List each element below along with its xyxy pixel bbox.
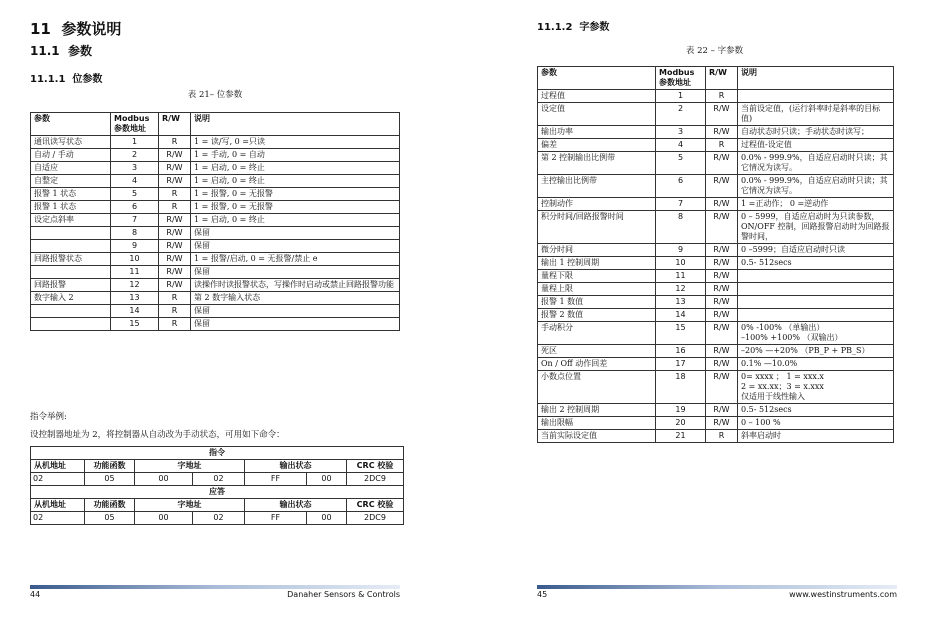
rw-cell: R/W <box>706 345 738 358</box>
rw-cell: R <box>706 139 738 152</box>
table-row <box>31 266 400 279</box>
bit-parameter-table <box>30 112 400 331</box>
description-cell: 自动状态时只读；手动状态时读写； <box>738 126 894 139</box>
section-title: 参数 <box>67 44 92 58</box>
param-name-cell: 偏差 <box>538 139 656 152</box>
command-header-row <box>31 460 404 473</box>
rw-cell: R <box>159 292 191 305</box>
table-row <box>538 270 894 283</box>
right-page <box>467 0 933 617</box>
param-name-cell: 死区 <box>538 345 656 358</box>
param-name-cell: 报警 1 状态 <box>31 188 111 201</box>
description-cell: 保留 <box>191 266 400 279</box>
table-row <box>538 404 894 417</box>
command-value-cell: 2DC9 <box>347 512 404 525</box>
description-cell: 0.5- 512secs <box>738 404 894 417</box>
table-body <box>538 90 894 443</box>
modbus-address-cell: 1 <box>111 136 159 149</box>
table-row <box>31 149 400 162</box>
rw-cell: R/W <box>706 309 738 322</box>
table-caption: 表 22 – 字参数 <box>685 46 744 56</box>
subsection-heading <box>30 70 102 85</box>
command-column-header: 从机地址 <box>31 460 85 473</box>
param-name-cell: 自适应 <box>31 162 111 175</box>
description-cell: 1 = 启动, 0 = 终止 <box>191 214 400 227</box>
param-name-cell: 回路报警状态 <box>31 253 111 266</box>
param-name-cell <box>31 240 111 253</box>
table-row <box>538 211 894 244</box>
header-row <box>538 67 894 90</box>
rw-cell: R/W <box>159 266 191 279</box>
table-row <box>538 283 894 296</box>
footer-rule <box>537 585 897 589</box>
rw-cell: R/W <box>706 283 738 296</box>
table-row <box>538 139 894 152</box>
description-cell: 保留 <box>191 240 400 253</box>
table-caption: 表 21– 位参数 <box>187 90 243 100</box>
param-name-cell: 手动积分 <box>538 322 656 345</box>
table-row <box>31 240 400 253</box>
table-row <box>31 292 400 305</box>
rw-cell: R <box>159 318 191 331</box>
command-value-cell: 00 <box>135 512 193 525</box>
table-row <box>538 152 894 175</box>
column-header: R/W <box>706 67 738 90</box>
modbus-address-cell: 11 <box>111 266 159 279</box>
rw-cell: R/W <box>159 149 191 162</box>
modbus-address-cell: 5 <box>656 152 706 175</box>
modbus-address-cell: 19 <box>656 404 706 417</box>
rw-cell: R/W <box>706 257 738 270</box>
table-row <box>538 322 894 345</box>
param-name-cell: 第 2 控制输出比例带 <box>538 152 656 175</box>
command-value-row <box>31 473 404 486</box>
chapter-number: 11 <box>30 20 51 38</box>
subsection-title: 字参数 <box>579 22 610 33</box>
modbus-address-cell: 15 <box>111 318 159 331</box>
param-name-cell: 控制动作 <box>538 198 656 211</box>
command-table <box>30 446 404 525</box>
modbus-address-cell: 12 <box>656 283 706 296</box>
modbus-address-cell: 2 <box>111 149 159 162</box>
modbus-address-cell: 3 <box>656 126 706 139</box>
modbus-address-cell: 17 <box>656 358 706 371</box>
param-name-cell: 量程下限 <box>538 270 656 283</box>
left-page <box>0 0 466 617</box>
command-value-cell: FF <box>245 473 307 486</box>
section-number: 11.1 <box>30 44 60 58</box>
param-name-cell: 自整定 <box>31 175 111 188</box>
command-value-cell: 00 <box>135 473 193 486</box>
description-cell: 1 = 读/写, 0 =只读 <box>191 136 400 149</box>
command-title: 指令 <box>31 447 404 460</box>
param-name-cell: 通讯读写状态 <box>31 136 111 149</box>
rw-cell: R/W <box>159 253 191 266</box>
param-name-cell: 输出 1 控制周期 <box>538 257 656 270</box>
rw-cell: R/W <box>706 270 738 283</box>
command-column-header: 输出状态 <box>245 460 347 473</box>
param-name-cell <box>31 305 111 318</box>
description-cell: 1 = 启动, 0 = 终止 <box>191 175 400 188</box>
description-cell: 1 =正动作； 0 =逆动作 <box>738 198 894 211</box>
column-header: Modbus 参数地址 <box>656 67 706 90</box>
table-row <box>31 253 400 266</box>
column-header: R/W <box>159 113 191 136</box>
param-name-cell: 输出功率 <box>538 126 656 139</box>
rw-cell: R/W <box>706 198 738 211</box>
table-row <box>31 227 400 240</box>
modbus-address-cell: 6 <box>111 201 159 214</box>
description-cell: 1 = 报警/启动, 0 = 无报警/禁止 e <box>191 253 400 266</box>
param-name-cell: 设定点斜率 <box>31 214 111 227</box>
table-header <box>538 67 894 90</box>
table-row <box>538 126 894 139</box>
modbus-address-cell: 1 <box>656 90 706 103</box>
command-value-cell: 05 <box>85 473 135 486</box>
description-cell: 1 = 手动, 0 = 自动 <box>191 149 400 162</box>
page-number: 44 <box>30 590 41 599</box>
table-row <box>538 90 894 103</box>
command-column-header: CRC 校验 <box>347 460 404 473</box>
modbus-address-cell: 8 <box>656 211 706 244</box>
table-row <box>538 257 894 270</box>
description-cell: 当前设定值，(运行斜率时是斜率的目标值) <box>738 103 894 126</box>
table-header <box>31 113 400 136</box>
description-cell: 0.0% - 999.9%，自适应启动时只读；其它情况为读写。 <box>738 152 894 175</box>
command-value-cell: 02 <box>193 512 245 525</box>
description-cell: 保留 <box>191 305 400 318</box>
description-cell: 斜率启动时 <box>738 430 894 443</box>
param-name-cell: 主控输出比例带 <box>538 175 656 198</box>
rw-cell: R/W <box>706 296 738 309</box>
header-row <box>31 113 400 136</box>
table-row <box>538 175 894 198</box>
modbus-address-cell: 13 <box>111 292 159 305</box>
modbus-address-cell: 15 <box>656 322 706 345</box>
table-row <box>538 358 894 371</box>
description-cell <box>738 309 894 322</box>
table-row <box>31 305 400 318</box>
section-heading <box>30 42 92 59</box>
table-body <box>31 136 400 331</box>
description-cell: 0% -100% （单输出） –100% +100% （双输出） <box>738 322 894 345</box>
description-cell: 过程值-设定值 <box>738 139 894 152</box>
modbus-address-cell: 21 <box>656 430 706 443</box>
command-value-cell: 02 <box>31 473 85 486</box>
table-row <box>31 214 400 227</box>
response-title: 应答 <box>31 486 404 499</box>
subsection-number: 11.1.2 <box>537 22 573 33</box>
rw-cell: R/W <box>159 175 191 188</box>
param-name-cell: 积分时间/回路报警时间 <box>538 211 656 244</box>
rw-cell: R/W <box>706 244 738 257</box>
modbus-address-cell: 4 <box>111 175 159 188</box>
response-value-row <box>31 512 404 525</box>
param-name-cell <box>31 227 111 240</box>
description-cell <box>738 296 894 309</box>
example-label: 指令举例: <box>30 412 67 422</box>
table-row <box>538 103 894 126</box>
rw-cell: R/W <box>706 358 738 371</box>
rw-cell: R/W <box>159 227 191 240</box>
command-column-header: CRC 校验 <box>347 499 404 512</box>
description-cell: 0 – 5999，自适应启动时为只读参数，ON/OFF 控制，回路报警启动时为回路报警时间， <box>738 211 894 244</box>
rw-cell: R/W <box>706 152 738 175</box>
description-cell <box>738 283 894 296</box>
param-name-cell: On / Off 动作回差 <box>538 358 656 371</box>
command-value-cell: 00 <box>307 512 347 525</box>
description-cell: 0= xxxx ； 1 = xxx.x 2 = xx.xx；3 = x.xxx 仅适用于线性输入 <box>738 371 894 404</box>
rw-cell: R <box>159 305 191 318</box>
chapter-heading <box>30 18 121 39</box>
table-row <box>31 318 400 331</box>
description-cell: 保留 <box>191 318 400 331</box>
table-row <box>538 417 894 430</box>
column-header: 说明 <box>191 113 400 136</box>
table-row <box>31 188 400 201</box>
command-value-cell: 02 <box>31 512 85 525</box>
param-name-cell: 输出 2 控制周期 <box>538 404 656 417</box>
table-row <box>31 162 400 175</box>
command-value-cell: 2DC9 <box>347 473 404 486</box>
param-name-cell: 微分时间 <box>538 244 656 257</box>
table-row <box>538 244 894 257</box>
description-cell: –20% —+20% （PB_P + PB_S） <box>738 345 894 358</box>
table-row <box>538 309 894 322</box>
param-name-cell: 当前实际设定值 <box>538 430 656 443</box>
description-cell: 1 = 启动, 0 = 终止 <box>191 162 400 175</box>
rw-cell: R/W <box>706 126 738 139</box>
param-name-cell: 自动 / 手动 <box>31 149 111 162</box>
column-header: Modbus 参数地址 <box>111 113 159 136</box>
modbus-address-cell: 10 <box>111 253 159 266</box>
param-name-cell: 小数点位置 <box>538 371 656 404</box>
description-cell: 1 = 报警, 0 = 无报警 <box>191 201 400 214</box>
chapter-title: 参数说明 <box>61 20 122 38</box>
description-cell: 0.5- 512secs <box>738 257 894 270</box>
rw-cell: R/W <box>159 214 191 227</box>
modbus-address-cell: 6 <box>656 175 706 198</box>
column-header: 说明 <box>738 67 894 90</box>
footer-brand: Danaher Sensors & Controls <box>287 590 400 599</box>
description-cell: 第 2 数字输入状态 <box>191 292 400 305</box>
table-row <box>538 345 894 358</box>
table-row <box>31 175 400 188</box>
footer-url: www.westinstruments.com <box>789 590 897 599</box>
param-name-cell: 报警 1 数值 <box>538 296 656 309</box>
modbus-address-cell: 4 <box>656 139 706 152</box>
modbus-address-cell: 18 <box>656 371 706 404</box>
rw-cell: R/W <box>706 322 738 345</box>
modbus-address-cell: 16 <box>656 345 706 358</box>
modbus-address-cell: 9 <box>111 240 159 253</box>
command-column-header: 从机地址 <box>31 499 85 512</box>
param-name-cell: 过程值 <box>538 90 656 103</box>
command-column-header: 功能函数 <box>85 460 135 473</box>
modbus-address-cell: 3 <box>111 162 159 175</box>
rw-cell: R <box>159 136 191 149</box>
param-name-cell <box>31 318 111 331</box>
description-cell: 读操作时读报警状态，写操作时启动或禁止回路报警功能 <box>191 279 400 292</box>
description-cell: 保留 <box>191 227 400 240</box>
description-cell: 0 – 100 % <box>738 417 894 430</box>
description-cell: 0.1% —10.0% <box>738 358 894 371</box>
rw-cell: R/W <box>159 162 191 175</box>
param-name-cell <box>31 266 111 279</box>
modbus-address-cell: 9 <box>656 244 706 257</box>
command-column-header: 字地址 <box>135 460 245 473</box>
param-name-cell: 报警 1 状态 <box>31 201 111 214</box>
modbus-address-cell: 10 <box>656 257 706 270</box>
subsection-heading <box>537 18 609 33</box>
word-parameter-table <box>537 66 894 443</box>
modbus-address-cell: 7 <box>111 214 159 227</box>
table-row <box>538 198 894 211</box>
command-column-header: 字地址 <box>135 499 245 512</box>
command-column-header: 功能函数 <box>85 499 135 512</box>
command-value-cell: FF <box>245 512 307 525</box>
table-row <box>31 201 400 214</box>
param-name-cell: 设定值 <box>538 103 656 126</box>
param-name-cell: 数字输入 2 <box>31 292 111 305</box>
param-name-cell: 输出限幅 <box>538 417 656 430</box>
param-name-cell: 回路报警 <box>31 279 111 292</box>
description-cell: 0 –5999；自适应启动时只读 <box>738 244 894 257</box>
description-cell: 1 = 报警, 0 = 无报警 <box>191 188 400 201</box>
rw-cell: R <box>159 188 191 201</box>
rw-cell: R <box>706 430 738 443</box>
rw-cell: R/W <box>159 279 191 292</box>
response-header-row <box>31 499 404 512</box>
modbus-address-cell: 20 <box>656 417 706 430</box>
modbus-address-cell: 14 <box>111 305 159 318</box>
table-row <box>538 371 894 404</box>
modbus-address-cell: 11 <box>656 270 706 283</box>
modbus-address-cell: 5 <box>111 188 159 201</box>
command-value-cell: 05 <box>85 512 135 525</box>
param-name-cell: 报警 2 数值 <box>538 309 656 322</box>
modbus-address-cell: 2 <box>656 103 706 126</box>
example-text: 设控制器地址为 2，将控制器从自动改为手动状态，可用如下命令： <box>30 430 285 440</box>
rw-cell: R/W <box>706 175 738 198</box>
column-header: 参数 <box>31 113 111 136</box>
description-cell <box>738 270 894 283</box>
rw-cell: R <box>159 201 191 214</box>
modbus-address-cell: 12 <box>111 279 159 292</box>
command-column-header: 输出状态 <box>245 499 347 512</box>
rw-cell: R/W <box>706 371 738 404</box>
table-row <box>538 296 894 309</box>
table-row <box>538 430 894 443</box>
modbus-address-cell: 14 <box>656 309 706 322</box>
page-number: 45 <box>537 590 548 599</box>
description-cell: 0.0% - 999.9%，自适应启动时只读；其它情况为读写。 <box>738 175 894 198</box>
modbus-address-cell: 7 <box>656 198 706 211</box>
rw-cell: R/W <box>706 404 738 417</box>
modbus-address-cell: 13 <box>656 296 706 309</box>
rw-cell: R/W <box>706 417 738 430</box>
footer-rule <box>30 585 400 589</box>
description-cell <box>738 90 894 103</box>
subsection-title: 位参数 <box>72 74 103 85</box>
subsection-number: 11.1.1 <box>30 74 66 85</box>
command-value-cell: 00 <box>307 473 347 486</box>
rw-cell: R/W <box>706 103 738 126</box>
rw-cell: R/W <box>706 211 738 244</box>
modbus-address-cell: 8 <box>111 227 159 240</box>
param-name-cell: 量程上限 <box>538 283 656 296</box>
table-row <box>31 136 400 149</box>
command-value-cell: 02 <box>193 473 245 486</box>
rw-cell: R <box>706 90 738 103</box>
column-header: 参数 <box>538 67 656 90</box>
table-row <box>31 279 400 292</box>
rw-cell: R/W <box>159 240 191 253</box>
